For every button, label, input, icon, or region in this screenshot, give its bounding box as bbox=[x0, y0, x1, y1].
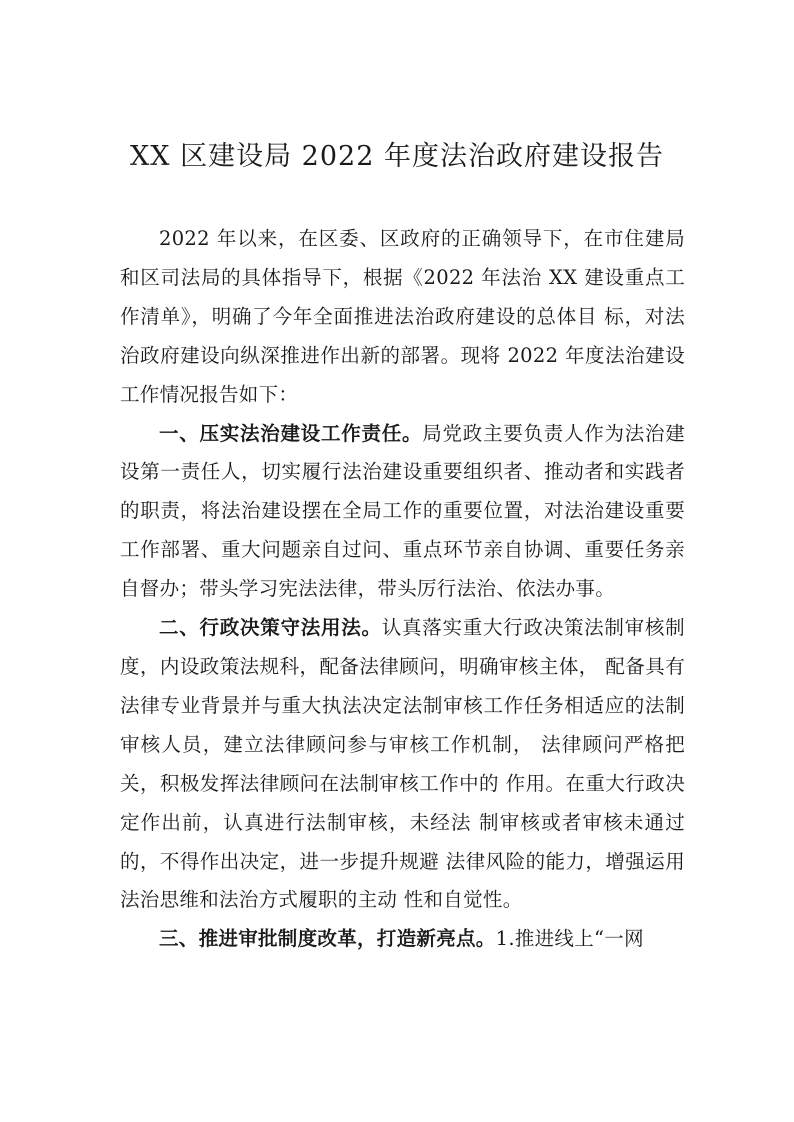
section-2-heading: 二、行政决策守法用法。 bbox=[159, 616, 382, 640]
section-3-text: 1.推进线上“一网 bbox=[495, 927, 644, 951]
document-body bbox=[120, 220, 685, 959]
section-1-paragraph bbox=[120, 415, 685, 610]
document-title: XX 区建设局 2022 年度法治政府建设报告 bbox=[130, 141, 664, 172]
paragraph-text: 2022 年以来，在区委、区政府的正确领导下，在市住建局和区司法局的具体指导下，根据《2022 年法治 XX 建设重点工作清单》，明确了今年全面推进法治政府建设的总体目 标，对法治政府建设向纵深推进作出新的部署。现将 2022 年度法治建设工作情况报告如下： bbox=[120, 227, 685, 406]
intro-paragraph bbox=[120, 220, 685, 415]
section-2-paragraph bbox=[120, 609, 685, 920]
section-2-text: 认真落实重大行政决策法制审核制度，内设政策法规科，配备法律顾问，明确审核主体， 配备具有法律专业背景并与重大执法决定法制审核工作任务相适应的法制审核人员，建立法律顾问参与审核工作机制， 法律顾问严格把关，积极发挥法律顾问在法制审核工作中的 作用。在重大行政决定作出前，认真进行法制审核，未经法 制审核或者审核未通过的，不得作出决定，进一步提升规避 法律风险的能力，增强运用法治思维和法治方式履职的主动 性和自觉性。 bbox=[120, 616, 685, 912]
section-1-text: 局党政主要负责人作为法治建设第一责任人，切实履行法治建设重要组织者、推动者和实践者的职责，将法治建设摆在全局工作的重要位置，对法治建设重要工作部署、重大问题亲自过问、重点环节亲自协调、重要任务亲自督办；带头学习宪法法律，带头厉行法治、依法办事。 bbox=[120, 421, 685, 601]
section-3-heading: 三、推进审批制度改革，打造新亮点。 bbox=[159, 927, 496, 951]
section-1-heading: 一、压实法治建设工作责任。 bbox=[159, 421, 423, 445]
section-3-paragraph bbox=[120, 920, 685, 959]
